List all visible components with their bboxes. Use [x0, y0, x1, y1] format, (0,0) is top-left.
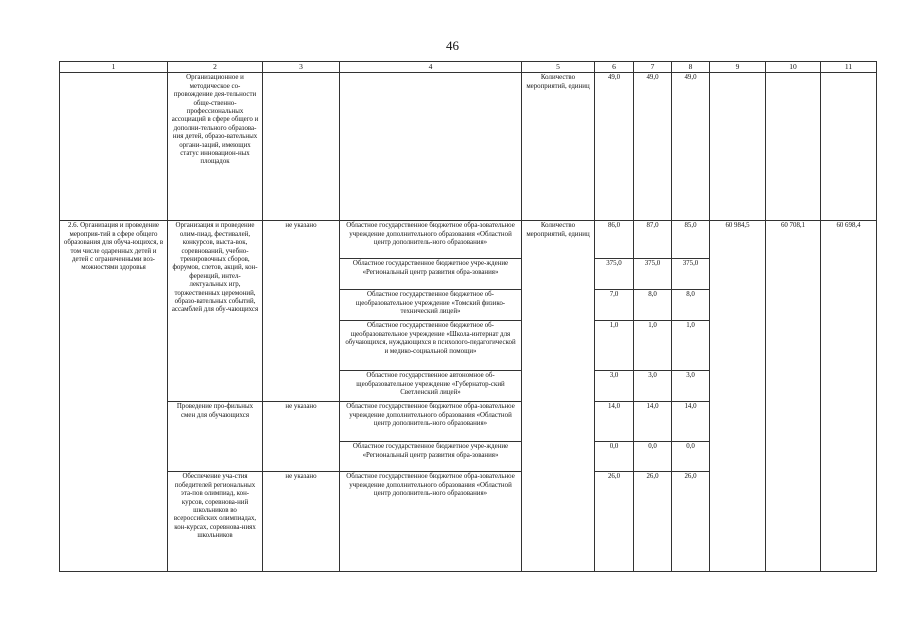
value-cell: 7,0	[595, 290, 634, 321]
funding-cell: 60 698,4	[821, 221, 877, 572]
table-row	[60, 221, 877, 259]
column-header: 5	[522, 62, 595, 73]
page-number: 46	[446, 38, 459, 53]
value-cell: 8,0	[634, 290, 672, 321]
value-cell: 0,0	[672, 442, 710, 472]
value-cell: 49,0	[595, 73, 634, 221]
activity-cell: Организация и проведение олим-пиад, фестивалей, конкурсов, выста-вок, соревнований, учебно-тренировочных сборов, форумов, слетов, акций, кон-ференций, интел-лектуальных игр, торжественных церемоний, образо-вательных событий, ассамблей для обу-чающихся	[168, 221, 263, 402]
section-title-cell: 2.6. Организация и проведение мероприя-тий в сфере общего образования для обуча-ющихся, в том числе одаренных детей и детей с ограниченными воз-можностями здоровья	[60, 221, 168, 572]
value-cell: 49,0	[672, 73, 710, 221]
value-cell: 375,0	[634, 259, 672, 290]
value-cell: 8,0	[672, 290, 710, 321]
value-cell: 14,0	[634, 402, 672, 442]
column-header: 11	[821, 62, 877, 73]
value-cell: 1,0	[595, 321, 634, 371]
organization-cell: Областное государственное бюджетное обра-зовательное учреждение дополнительного образования «Областной центр дополнитель-ного образования»	[340, 472, 522, 572]
value-cell: 86,0	[595, 221, 634, 259]
funding-cell: 60 708,1	[766, 221, 821, 572]
organization-cell: Областное государственное бюджетное обра-зовательное учреждение дополнительного образования «Областной центр дополнитель-ного образования»	[340, 221, 522, 259]
value-cell: 26,0	[672, 472, 710, 572]
status-cell: не указано	[263, 402, 340, 472]
cell-empty	[60, 73, 168, 221]
funding-cell: 60 984,5	[710, 221, 766, 572]
cell-empty	[340, 73, 522, 221]
column-header: 10	[766, 62, 821, 73]
cell-empty	[710, 73, 766, 221]
organization-cell: Областное государственное автономное об-щеобразовательное учреждение «Губернатор-ский Светленский лицей»	[340, 371, 522, 402]
value-cell: 14,0	[595, 402, 634, 442]
cell-empty	[821, 73, 877, 221]
value-cell: 26,0	[634, 472, 672, 572]
value-cell: 3,0	[595, 371, 634, 402]
cell-empty	[263, 73, 340, 221]
value-cell: 1,0	[634, 321, 672, 371]
value-cell: 14,0	[672, 402, 710, 442]
value-cell: 375,0	[595, 259, 634, 290]
value-cell: 3,0	[634, 371, 672, 402]
status-cell: не указано	[263, 221, 340, 402]
organization-cell: Областное государственное бюджетное обра-зовательное учреждение дополнительного образования «Областной центр дополнитель-ного образования»	[340, 402, 522, 442]
column-header: 6	[595, 62, 634, 73]
value-cell: 49,0	[634, 73, 672, 221]
value-cell: 26,0	[595, 472, 634, 572]
activity-cell: Организационное и методическое со-провождение дея-тельности обще-ственно-профессиональных ассоциаций в сфере общего и дополни-тельного образова-ния детей, образо-вательных органи-заций, имеющих статус инновацион-ных площадок	[168, 73, 263, 221]
organization-cell: Областное государственное бюджетное учре-ждение «Региональный центр развития обра-зования»	[340, 259, 522, 290]
table-row	[60, 73, 877, 221]
column-header: 1	[60, 62, 168, 73]
value-cell: 0,0	[634, 442, 672, 472]
activity-cell: Обеспечение уча-стия победителей региональных эта-пов олимпиад, кон-курсов, соревнова-ний школьников во всероссийских олимпиадах, кон-курсах, соревнова-ниях школьников	[168, 472, 263, 572]
value-cell: 1,0	[672, 321, 710, 371]
organization-cell: Областное государственное бюджетное об-щеобразовательное учреждение «Томский физико-технический лицей»	[340, 290, 522, 321]
indicator-cell: Количество мероприятий, единиц	[522, 221, 595, 572]
value-cell: 87,0	[634, 221, 672, 259]
organization-cell: Областное государственное бюджетное учре-ждение «Региональный центр развития обра-зования»	[340, 442, 522, 472]
cell-empty	[766, 73, 821, 221]
column-header: 2	[168, 62, 263, 73]
status-cell: не указано	[263, 472, 340, 572]
organization-cell: Областное государственное бюджетное об-щеобразовательное учреждение «Школа-интернат для обучающихся, нуждающихся в психолого-педагогической и медико-социальной помощи»	[340, 321, 522, 371]
value-cell: 375,0	[672, 259, 710, 290]
column-header: 3	[263, 62, 340, 73]
activity-cell: Проведение про-фильных смен для обучающихся	[168, 402, 263, 472]
column-header: 4	[340, 62, 522, 73]
value-cell: 3,0	[672, 371, 710, 402]
column-header: 7	[634, 62, 672, 73]
column-number-row	[60, 62, 877, 73]
indicator-cell: Количество мероприятий, единиц	[522, 73, 595, 221]
value-cell: 85,0	[672, 221, 710, 259]
column-header: 9	[710, 62, 766, 73]
column-header: 8	[672, 62, 710, 73]
value-cell: 0,0	[595, 442, 634, 472]
program-table	[59, 61, 877, 572]
